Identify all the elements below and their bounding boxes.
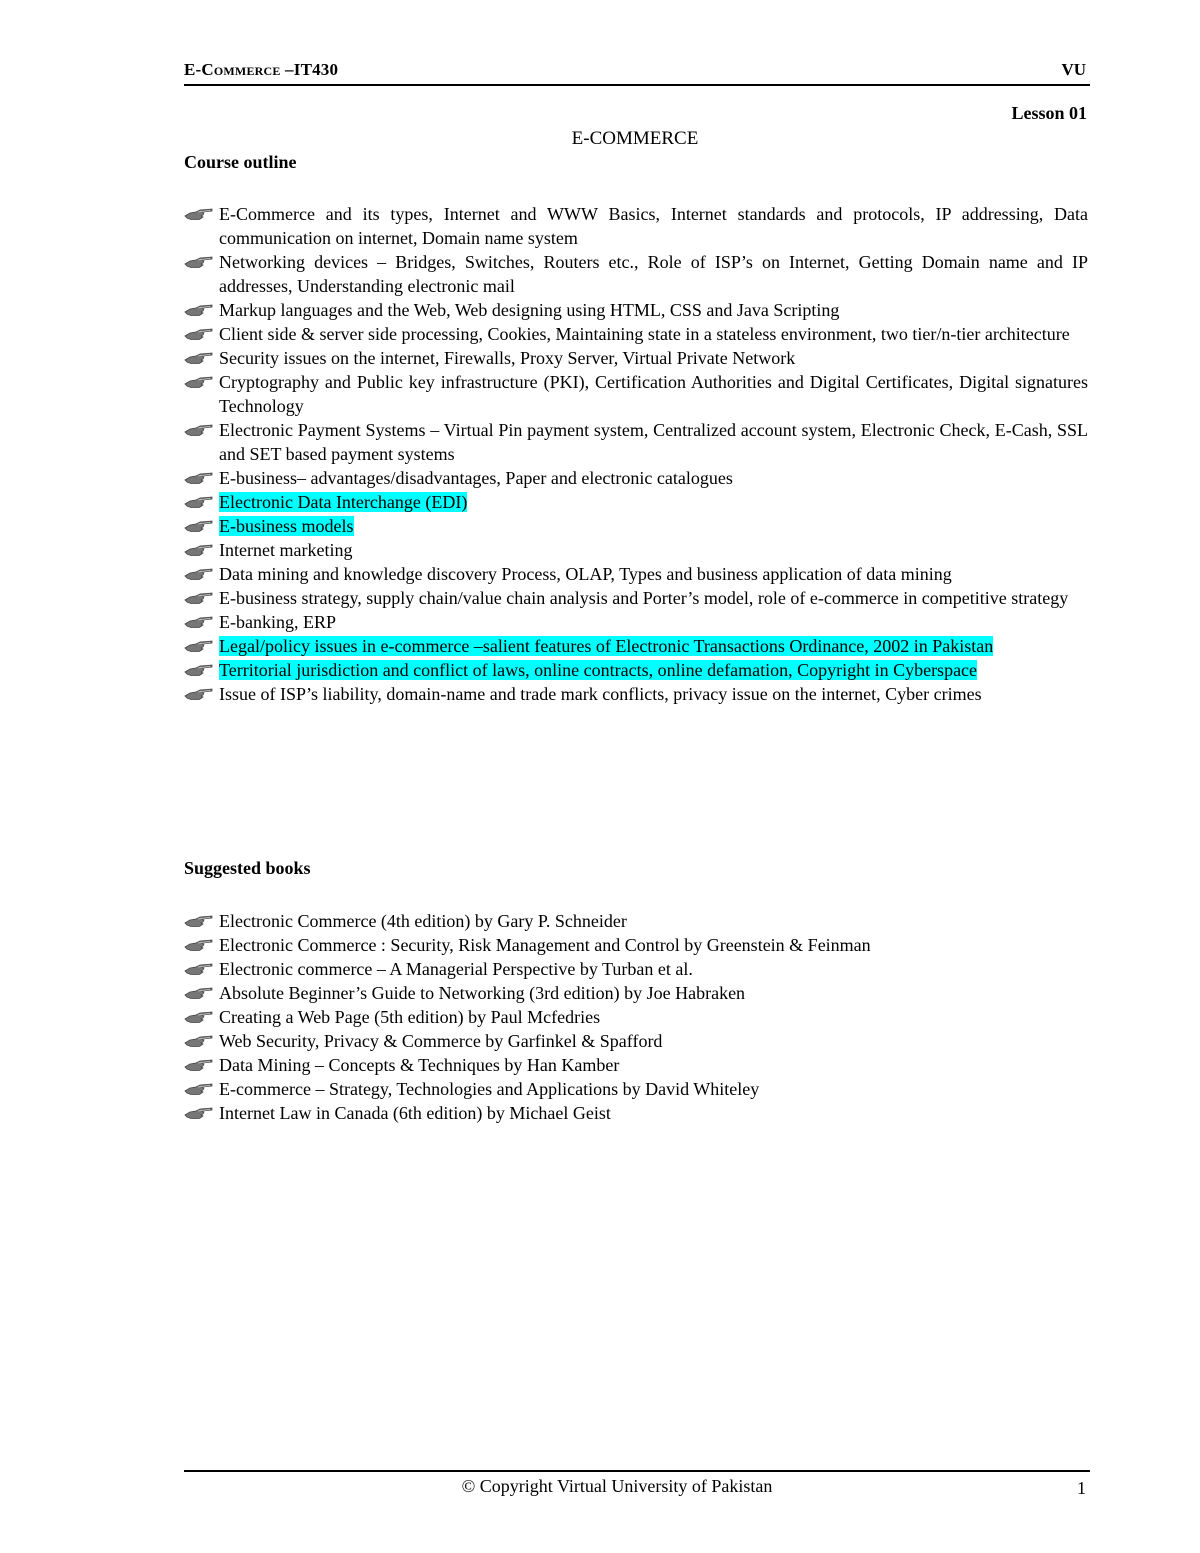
- pointing-hand-icon: [184, 325, 214, 343]
- outline-item-text: Legal/policy issues in e-commerce –salient features of Electronic Transactions Ordinance, 2002 in Pakistan: [219, 636, 994, 656]
- outline-item-text: Cryptography and Public key infrastructure (PKI), Certification Authorities and Digital Certificates, Digital signatures Technology: [219, 372, 1088, 416]
- outline-item-text: E-Commerce and its types, Internet and WWW Basics, Internet standards and protocols, IP addressing, Data communication on internet, Domain name system: [219, 204, 1088, 248]
- lesson-number: Lesson 01: [1011, 103, 1087, 123]
- book-item-text: Absolute Beginner’s Guide to Networking (3rd edition) by Joe Habraken: [219, 983, 746, 1003]
- outline-item-text: Internet marketing: [219, 540, 353, 560]
- pointing-hand-icon: [184, 1056, 214, 1074]
- pointing-hand-icon: [184, 661, 214, 679]
- pointing-hand-icon: [184, 1080, 214, 1098]
- book-item-text: Creating a Web Page (5th edition) by Paul Mcfedries: [219, 1007, 601, 1027]
- book-item-text: Electronic Commerce (4th edition) by Gary P. Schneider: [219, 911, 627, 931]
- outline-item-text: Data mining and knowledge discovery Process, OLAP, Types and business application of data mining: [219, 564, 952, 584]
- pointing-hand-icon: [184, 469, 214, 487]
- outline-item-text: E-business strategy, supply chain/value chain analysis and Porter’s model, role of e-commerce in competitive strategy: [219, 588, 1069, 608]
- pointing-hand-icon: [184, 637, 214, 655]
- book-item-text: Data Mining – Concepts & Techniques by Han Kamber: [219, 1055, 620, 1075]
- outline-item: [184, 250, 1088, 298]
- pointing-hand-icon: [184, 589, 214, 607]
- outline-item-text: Markup languages and the Web, Web designing using HTML, CSS and Java Scripting: [219, 300, 840, 320]
- pointing-hand-icon: [184, 613, 214, 631]
- pointing-hand-icon: [184, 421, 214, 439]
- outline-item-text: E-banking, ERP: [219, 612, 336, 632]
- book-item: [184, 1005, 1088, 1029]
- pointing-hand-icon: [184, 936, 214, 954]
- pointing-hand-icon: [184, 685, 214, 703]
- pointing-hand-icon: [184, 1008, 214, 1026]
- suggested-books-heading: Suggested books: [184, 858, 311, 878]
- course-outline-heading: Course outline: [184, 152, 297, 172]
- page-number: 1: [1077, 1478, 1086, 1498]
- outline-item: [184, 466, 1088, 490]
- book-item: [184, 1077, 1088, 1101]
- outline-item: [184, 370, 1088, 418]
- pointing-hand-icon: [184, 541, 214, 559]
- book-item: [184, 933, 1088, 957]
- book-item: [184, 1029, 1088, 1053]
- outline-item: [184, 346, 1088, 370]
- outline-item: [184, 418, 1088, 466]
- course-outline-list: [184, 202, 1088, 706]
- pointing-hand-icon: [184, 349, 214, 367]
- university-abbr: VU: [1061, 60, 1086, 79]
- book-item: [184, 957, 1088, 981]
- book-item-text: Electronic commerce – A Managerial Perspective by Turban et al.: [219, 959, 693, 979]
- page-title: E-COMMERCE: [571, 128, 699, 149]
- pointing-hand-icon: [184, 517, 214, 535]
- outline-item-text: Security issues on the internet, Firewalls, Proxy Server, Virtual Private Network: [219, 348, 796, 368]
- pointing-hand-icon: [184, 373, 214, 391]
- book-item: [184, 909, 1088, 933]
- outline-item-text: Client side & server side processing, Cookies, Maintaining state in a stateless environment, two tier/n-tier architecture: [219, 324, 1070, 344]
- suggested-books-list: [184, 909, 1088, 1125]
- course-code: E-Commerce –IT430: [184, 60, 339, 79]
- outline-item: [184, 202, 1088, 250]
- outline-item-text: E-business– advantages/disadvantages, Paper and electronic catalogues: [219, 468, 733, 488]
- pointing-hand-icon: [184, 1032, 214, 1050]
- book-item: [184, 1053, 1088, 1077]
- outline-item: [184, 538, 1088, 562]
- outline-item-text: E-business models: [219, 516, 354, 536]
- pointing-hand-icon: [184, 301, 214, 319]
- book-item-text: E-commerce – Strategy, Technologies and Applications by David Whiteley: [219, 1079, 760, 1099]
- book-item: [184, 981, 1088, 1005]
- pointing-hand-icon: [184, 984, 214, 1002]
- pointing-hand-icon: [184, 1104, 214, 1122]
- pointing-hand-icon: [184, 960, 214, 978]
- pointing-hand-icon: [184, 493, 214, 511]
- outline-item: [184, 562, 1088, 586]
- pointing-hand-icon: [184, 253, 214, 271]
- outline-item: [184, 586, 1088, 610]
- outline-item-text: Territorial jurisdiction and conflict of laws, online contracts, online defamation, Copyright in Cyberspace: [219, 660, 978, 680]
- outline-item: [184, 298, 1088, 322]
- outline-item-text: Networking devices – Bridges, Switches, Routers etc., Role of ISP’s on Internet, Getting Domain name and IP addresses, Understanding electronic mail: [219, 252, 1088, 296]
- outline-item: [184, 610, 1088, 634]
- outline-item-text: Electronic Data Interchange (EDI): [219, 492, 468, 512]
- pointing-hand-icon: [184, 565, 214, 583]
- page-header: [184, 58, 1090, 86]
- book-item: [184, 1101, 1088, 1125]
- pointing-hand-icon: [184, 205, 214, 223]
- book-item-text: Electronic Commerce : Security, Risk Management and Control by Greenstein & Feinman: [219, 935, 871, 955]
- pointing-hand-icon: [184, 912, 214, 930]
- outline-item: [184, 682, 1088, 706]
- copyright-text: © Copyright Virtual University of Pakistan: [461, 1476, 773, 1496]
- outline-item: [184, 634, 1088, 658]
- outline-item-text: Electronic Payment Systems – Virtual Pin payment system, Centralized account system, Electronic Check, E-Cash, SSL and SET based payment systems: [219, 420, 1088, 464]
- outline-item: [184, 658, 1088, 682]
- book-item-text: Web Security, Privacy & Commerce by Garfinkel & Spafford: [219, 1031, 663, 1051]
- outline-item: [184, 514, 1088, 538]
- outline-item: [184, 322, 1088, 346]
- book-item-text: Internet Law in Canada (6th edition) by Michael Geist: [219, 1103, 611, 1123]
- outline-item: [184, 490, 1088, 514]
- page-footer: [184, 1470, 1090, 1512]
- outline-item-text: Issue of ISP’s liability, domain-name and trade mark conflicts, privacy issue on the internet, Cyber crimes: [219, 684, 982, 704]
